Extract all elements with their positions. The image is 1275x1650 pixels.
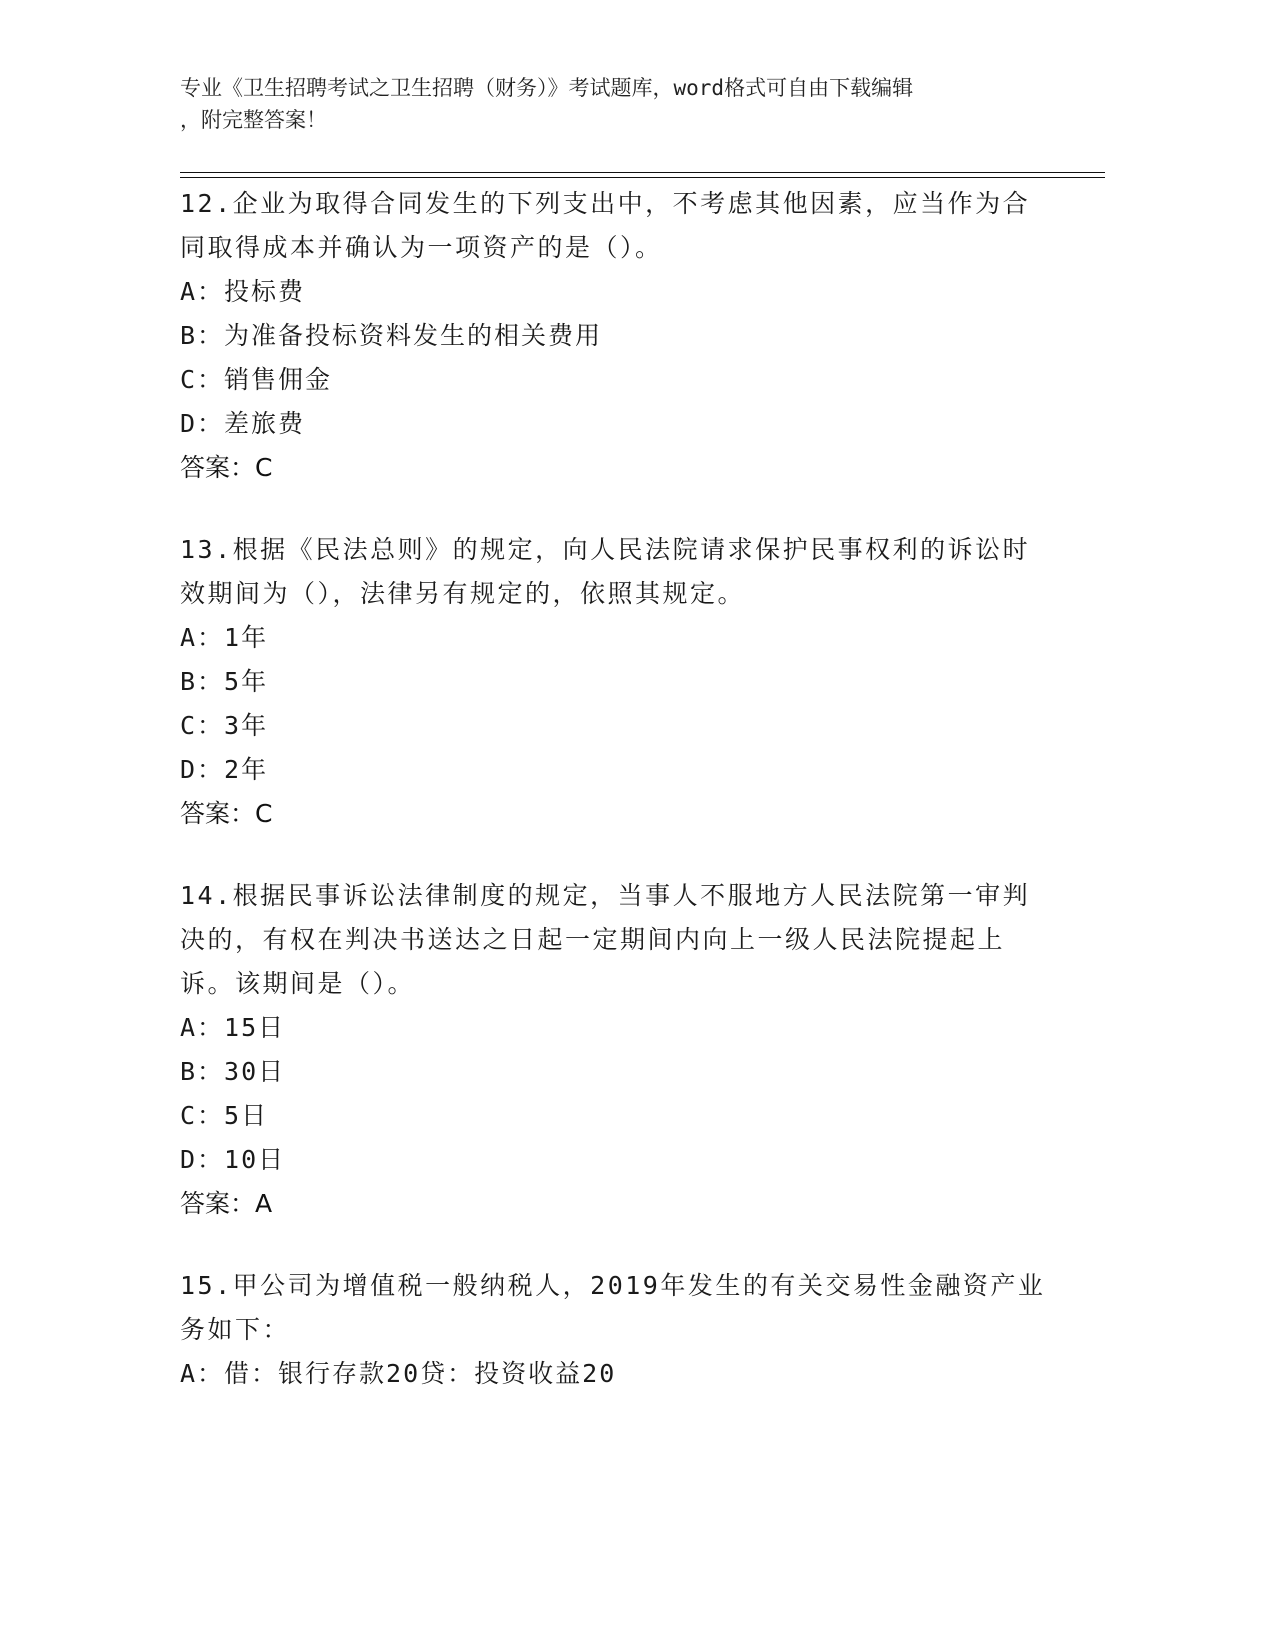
question-stem-line: 决的，有权在判决书送达之日起一定期间内向上一级人民法院提起上	[180, 925, 1006, 954]
option-b: B：30日	[180, 1057, 286, 1086]
question-15	[180, 1264, 1060, 1396]
question-13	[180, 528, 1060, 836]
option-c: C：5日	[180, 1101, 269, 1130]
option-c: C：3年	[180, 711, 269, 740]
question-stem-line: 14.根据民事诉讼法律制度的规定，当事人不服地方人民法院第一审判	[180, 881, 1031, 910]
option-a: A：15日	[180, 1013, 286, 1042]
question-stem-line: 15.甲公司为增值税一般纳税人，2019年发生的有关交易性金融资产业	[180, 1271, 1046, 1300]
question-stem-line: 效期间为（），法律另有规定的，依照其规定。	[180, 579, 746, 608]
header-divider-top	[180, 172, 1105, 173]
header-line-1: 专业《卫生招聘考试之卫生招聘（财务）》考试题库，word格式可自由下载编辑	[180, 76, 914, 100]
question-stem-line: 12.企业为取得合同发生的下列支出中，不考虑其他因素，应当作为合	[180, 189, 1031, 218]
option-a: A：借：银行存款20贷：投资收益20	[180, 1359, 617, 1388]
question-14	[180, 874, 1060, 1226]
option-b: B：为准备投标资料发生的相关费用	[180, 321, 603, 350]
question-list	[180, 182, 1060, 1434]
header-divider-bottom	[180, 177, 1105, 178]
document-header	[180, 72, 1050, 136]
question-stem-line: 同取得成本并确认为一项资产的是（）。	[180, 233, 663, 262]
question-stem-line: 诉。该期间是（）。	[180, 969, 416, 998]
option-b: B：5年	[180, 667, 269, 696]
answer-label: 答案：A	[180, 1189, 273, 1218]
option-d: D：差旅费	[180, 409, 306, 438]
answer-label: 答案：C	[180, 453, 273, 482]
option-a: A：1年	[180, 623, 269, 652]
header-line-2: ，附完整答案！	[180, 108, 327, 132]
question-stem-line: 务如下：	[180, 1315, 291, 1344]
option-d: D：10日	[180, 1145, 286, 1174]
answer-label: 答案：C	[180, 799, 273, 828]
option-a: A：投标费	[180, 277, 306, 306]
option-d: D：2年	[180, 755, 269, 784]
option-c: C：销售佣金	[180, 365, 333, 394]
question-12	[180, 182, 1060, 490]
question-stem-line: 13.根据《民法总则》的规定，向人民法院请求保护民事权利的诉讼时	[180, 535, 1031, 564]
